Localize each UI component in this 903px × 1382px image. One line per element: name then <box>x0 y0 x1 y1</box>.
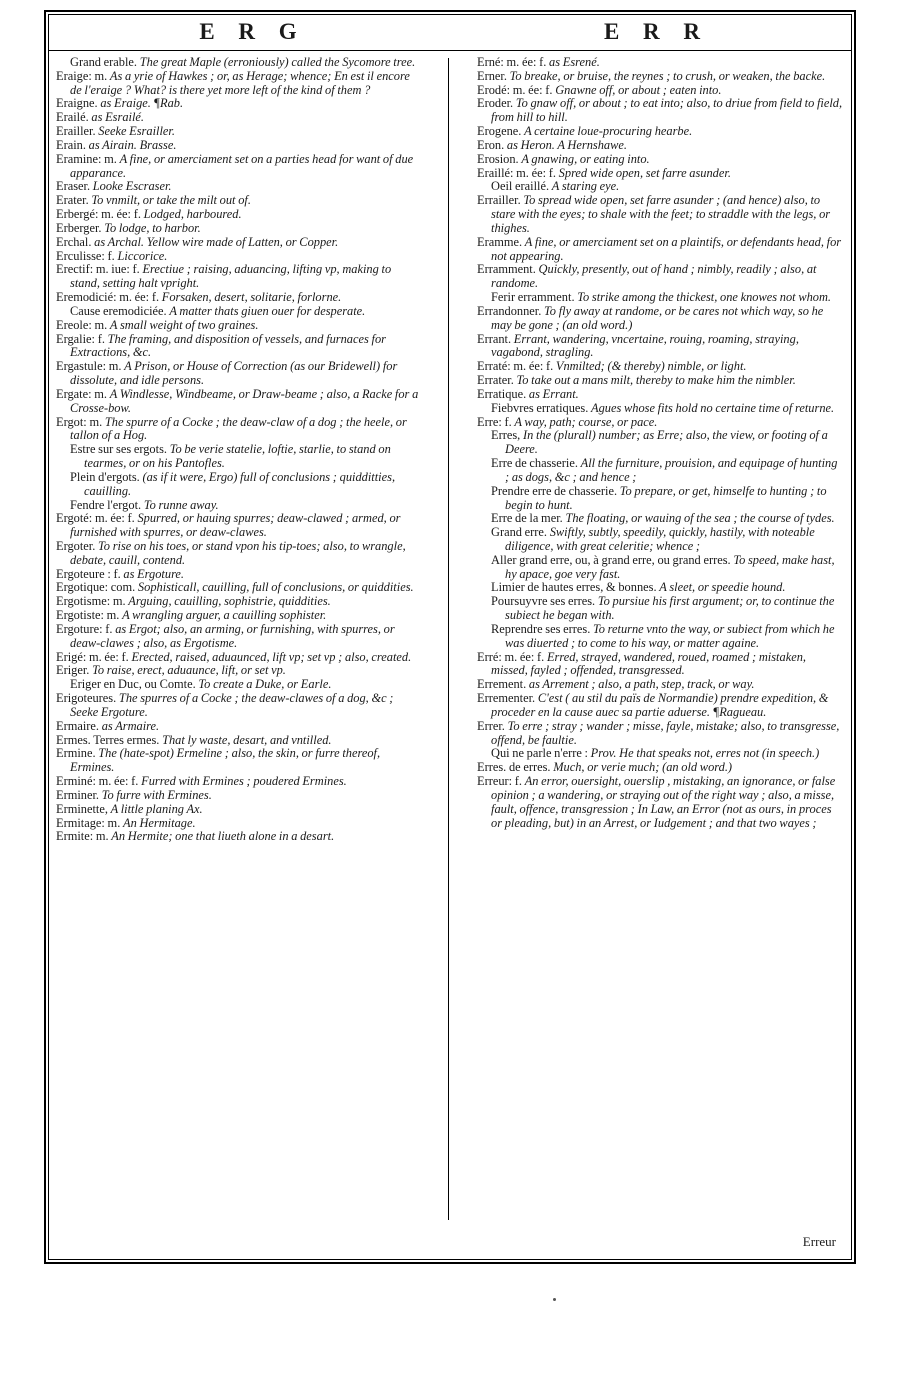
dictionary-entry <box>56 803 423 817</box>
entry-definition: (as if it were, Ergo) full of conclusions ; quidditties, cauilling. <box>84 469 396 498</box>
dictionary-entry <box>56 581 423 595</box>
entry-definition: Spurred, or hauing spurres; deaw-clawed ; armed, or furnished with spurres, or deaw-clawes. <box>70 511 401 540</box>
entry-headword: Erectif: m. iue: f. <box>56 262 140 277</box>
entry-definition: To take out a mans milt, thereby to make him the nimbler. <box>516 373 796 388</box>
entry-headword: Oeil eraillé. <box>491 179 550 194</box>
entry-headword: Ergotiste: m. <box>56 608 120 623</box>
dictionary-entry <box>477 457 844 485</box>
entry-headword: Eremodicié: m. ée: f. <box>56 290 160 305</box>
dictionary-entry <box>477 775 844 830</box>
entry-definition: as Archal. Yellow wire made of Latten, or Copper. <box>94 234 339 249</box>
dictionary-entry <box>56 291 423 305</box>
dictionary-entry <box>477 153 844 167</box>
entry-headword: Erraté: m. ée: f. <box>477 359 554 374</box>
dictionary-entry <box>56 678 423 692</box>
entry-definition: as Ergot; also, an arming, or furnishing, with spurres, or deaw-clawes ; also, as Ergotisme. <box>70 621 395 650</box>
entry-headword: Qui ne parle n'erre : <box>491 746 588 761</box>
dictionary-entry <box>477 581 844 595</box>
dictionary-entry <box>477 333 844 361</box>
entry-definition: Erred, strayed, wandered, roued, roamed ; mistaken, missed, fayled ; offended, transgressed. <box>491 649 806 678</box>
entry-headword: Erigoteures. <box>56 691 117 706</box>
entry-headword: Erminé: m. ée: f. <box>56 774 139 789</box>
dictionary-entry <box>56 651 423 665</box>
entry-definition: Looke Escraser. <box>92 179 172 194</box>
dictionary-entry <box>477 526 844 554</box>
entry-headword: Ergotique: com. <box>56 580 136 595</box>
entry-headword: Ergastule: m. <box>56 359 122 374</box>
entry-definition: as Arrement ; also, a path, step, track, or way. <box>528 677 755 692</box>
entry-definition: As a yrie of Hawkes ; or, as Herage; whence; En est il encore de l'eraige ? What? is there yet more left of the kind of them ? <box>70 68 410 97</box>
dictionary-entry <box>477 194 844 235</box>
entry-definition: as Eraige. ¶Rab. <box>100 96 184 111</box>
dictionary-entry <box>477 125 844 139</box>
dictionary-entry <box>56 595 423 609</box>
entry-definition: Errant, wandering, vncertaine, rouing, roaming, straying, vagabond, stragling. <box>491 331 799 360</box>
catchword: Erreur <box>802 1234 836 1249</box>
dictionary-entry <box>477 692 844 720</box>
entry-definition: The (hate-spot) Ermeline ; also, the skin, or furre thereof, Ermines. <box>70 746 381 775</box>
entry-headword: Errer. <box>477 718 505 733</box>
entry-headword: Erchal. <box>56 234 92 249</box>
entry-headword: Limier de hautes erres, & bonnes. <box>491 580 657 595</box>
dictionary-entry <box>477 374 844 388</box>
column-divider <box>448 58 449 1220</box>
entry-headword: Reprendre ses erres. <box>491 621 591 636</box>
dictionary-entry <box>477 651 844 679</box>
entry-definition: as Esrailé. <box>91 110 144 125</box>
dictionary-entry <box>477 720 844 748</box>
column-gutter <box>427 56 473 1256</box>
dictionary-entry <box>56 97 423 111</box>
entry-definition: The great Maple (erroniously) called the Sycomore tree. <box>139 55 416 69</box>
entry-headword: Eraige: m. <box>56 68 108 83</box>
entry-definition: Vnmilted; (& thereby) nimble, or light. <box>555 359 747 374</box>
entry-headword: Eramine: m. <box>56 151 117 166</box>
entry-headword: Errandonner. <box>477 303 542 318</box>
header-rule <box>48 50 852 51</box>
dictionary-entry <box>56 471 423 499</box>
entry-headword: Erain. <box>56 137 86 152</box>
entry-definition: A fine, or amerciament set on a plaintifs, or defendants head, for not appearing. <box>491 234 842 263</box>
entry-definition: A staring eye. <box>551 179 620 194</box>
dictionary-entry <box>477 236 844 264</box>
dictionary-entry <box>477 678 844 692</box>
entry-definition: Prov. He that speaks not, erres not (in speech.) <box>590 746 820 761</box>
entry-definition: Erected, raised, aduaunced, lift vp; set vp ; also, created. <box>131 649 412 664</box>
entry-headword: Eroder. <box>477 96 514 111</box>
dictionary-entry <box>56 734 423 748</box>
dictionary-entry <box>477 70 844 84</box>
entry-headword: Erminer. <box>56 787 100 802</box>
entry-headword: Errement. <box>477 677 527 692</box>
column-left <box>52 56 427 1256</box>
entry-headword: Ferir erramment. <box>491 290 575 305</box>
dictionary-entry <box>56 305 423 319</box>
dictionary-entry <box>56 664 423 678</box>
entry-headword: Ermine. <box>56 746 96 761</box>
entry-headword: Eron. <box>477 137 505 152</box>
entry-definition: To fly away at randome, or be cares not which way, so he may be gone ; (an old word.) <box>491 303 824 332</box>
dictionary-entry <box>477 747 844 761</box>
entry-headword: Erreur: f. <box>477 774 523 789</box>
dictionary-entry <box>56 623 423 651</box>
entry-definition: as Airain. Brasse. <box>88 137 177 152</box>
entry-definition: The floating, or wauing of the sea ; the course of tydes. <box>565 511 835 526</box>
entry-headword: Eraser. <box>56 179 91 194</box>
entry-headword: Erres, <box>491 428 521 443</box>
entry-headword: Erner. <box>477 68 507 83</box>
dictionary-entry <box>56 319 423 333</box>
entry-definition: A little planing Ax. <box>110 801 203 816</box>
entry-definition: Forsaken, desert, solitarie, forlorne. <box>161 290 342 305</box>
entry-definition: as Heron. A Hernshawe. <box>506 137 627 152</box>
dictionary-entry <box>477 263 844 291</box>
entry-headword: Errater. <box>477 373 514 388</box>
entry-headword: Erre de la mer. <box>491 511 563 526</box>
entry-definition: Gnawne off, or about ; eaten into. <box>555 82 722 97</box>
dictionary-entry <box>56 180 423 194</box>
dictionary-entry <box>477 360 844 374</box>
text-columns <box>52 56 850 1256</box>
dictionary-entry <box>477 84 844 98</box>
entry-definition: To runne away. <box>143 497 219 512</box>
entry-headword: Ermaire. <box>56 718 99 733</box>
entry-headword: Erculisse: f. <box>56 248 115 263</box>
entry-headword: Erres. de erres. <box>477 760 551 775</box>
dictionary-entry <box>477 595 844 623</box>
dictionary-entry <box>56 236 423 250</box>
entry-definition: To breake, or bruise, the reynes ; to crush, or weaken, the backe. <box>509 68 826 83</box>
dictionary-entry <box>56 830 423 844</box>
entry-definition: A certaine loue-procuring hearbe. <box>524 124 693 139</box>
entry-definition: To returne vnto the way, or subiect from which he was diuerted ; to come to his way, or matter againe. <box>505 621 835 650</box>
entry-definition: To erre ; stray ; wander ; misse, fayle, mistake; also, to transgresse, offend, be faultie. <box>491 718 840 747</box>
entry-headword: Prendre erre de chasserie. <box>491 483 618 498</box>
dictionary-entry <box>56 720 423 734</box>
dictionary-entry <box>477 761 844 775</box>
dictionary-entry <box>477 402 844 416</box>
entry-definition: as Errant. <box>528 386 579 401</box>
entry-headword: Erratique. <box>477 386 527 401</box>
entry-headword: Grand erre. <box>491 525 548 540</box>
dictionary-entry <box>477 429 844 457</box>
dictionary-entry <box>56 692 423 720</box>
entry-headword: Fiebvres erratiques. <box>491 400 589 415</box>
entry-headword: Eriger. <box>56 663 90 678</box>
entry-definition: An Hermitage. <box>123 815 196 830</box>
entry-definition: An Hermite; one that liueth alone in a desart. <box>111 829 335 844</box>
entry-definition: A wrangling arguer, a cauilling sophister. <box>122 608 327 623</box>
entry-headword: Ermite: m. <box>56 829 109 844</box>
entry-definition: To create a Duke, or Earle. <box>198 677 332 692</box>
entry-headword: Erbergé: m. ée: f. <box>56 207 141 222</box>
dictionary-entry <box>477 291 844 305</box>
dictionary-entry <box>56 125 423 139</box>
entry-definition: That ly waste, desart, and vntilled. <box>162 732 332 747</box>
entry-definition: Spred wide open, set farre asunder. <box>558 165 731 180</box>
entry-definition: Sophisticall, cauilling, full of conclusions, or quiddities. <box>137 580 414 595</box>
dictionary-entry <box>56 512 423 540</box>
entry-definition: An error, ouersight, ouerslip , mistaking, an ignorance, or false opinion ; a wandering, or straying out of the right way ; also, a misse, fault, offence, transgression ; In Law, an Error (not as ours, in proces or pleading, but) in an Arrest, or Iudgement ; and that two wayes ; <box>491 774 836 830</box>
entry-definition: To pursiue his first argument; or, to continue the subiect he began with. <box>505 594 835 623</box>
entry-headword: Errailler. <box>477 193 521 208</box>
entry-headword: Erberger. <box>56 220 102 235</box>
dictionary-entry <box>477 485 844 513</box>
entry-definition: The framing, and disposition of vessels, and furnaces for Extractions, &c. <box>70 331 386 360</box>
entry-headword: Ergotisme: m. <box>56 594 126 609</box>
column-right <box>473 56 848 1256</box>
dictionary-entry <box>56 568 423 582</box>
entry-headword: Eraigne. <box>56 96 98 111</box>
entry-headword: Erminette, <box>56 801 108 816</box>
dictionary-entry <box>56 540 423 568</box>
entry-definition: To vnmilt, or take the milt out of. <box>91 193 251 208</box>
dictionary-entry <box>477 623 844 651</box>
entry-definition: A way, path; course, or pace. <box>514 414 658 429</box>
entry-headword: Erailé. <box>56 110 89 125</box>
entry-headword: Plein d'ergots. <box>70 469 140 484</box>
entry-headword: Fendre l'ergot. <box>70 497 142 512</box>
entry-headword: Ereole: m. <box>56 317 108 332</box>
entry-headword: Erodé: m. ée: f. <box>477 82 553 97</box>
entry-headword: Ermitage: m. <box>56 815 121 830</box>
running-head <box>46 14 854 50</box>
entry-definition: as Esrené. <box>549 55 600 69</box>
entry-headword: Ergoteure : f. <box>56 566 121 581</box>
dictionary-entry <box>477 305 844 333</box>
entry-headword: Ergoter. <box>56 538 96 553</box>
entry-definition: A Prison, or House of Correction (as our Bridewell) for dissolute, and idle persons. <box>70 359 398 388</box>
entry-headword: Estre sur ses ergots. <box>70 442 167 457</box>
entry-headword: Erosion. <box>477 151 519 166</box>
dictionary-entry <box>56 775 423 789</box>
dictionary-entry <box>56 499 423 513</box>
entry-definition: Erectiue ; raising, aduancing, lifting vp, making to stand, setting halt vpright. <box>70 262 392 291</box>
entry-definition: A gnawing, or eating into. <box>521 151 650 166</box>
entry-definition: Seeke Esrailler. <box>98 124 175 139</box>
entry-headword: Erigé: m. ée: f. <box>56 649 129 664</box>
entry-headword: Eramme. <box>477 234 523 249</box>
dictionary-entry <box>477 416 844 430</box>
dictionary-entry <box>477 554 844 582</box>
dictionary-entry <box>56 333 423 361</box>
entry-headword: Erné: m. ée: f. <box>477 55 547 69</box>
entry-definition: To lodge, to harbor. <box>104 220 201 235</box>
entry-definition: Swiftly, subtly, speedily, quickly, hastily, with noteable diligence, with great celeritie; whence ; <box>505 525 815 553</box>
entry-definition: A fine, or amerciament set on a parties head for want of due apparance. <box>70 151 414 180</box>
entry-headword: Poursuyvre ses erres. <box>491 594 596 609</box>
dictionary-entry <box>56 789 423 803</box>
entry-headword: Erailler. <box>56 124 96 139</box>
dictionary-entry <box>56 360 423 388</box>
dictionary-entry <box>56 222 423 236</box>
entry-definition: A small weight of two graines. <box>109 317 259 332</box>
dictionary-entry <box>56 443 423 471</box>
dictionary-entry <box>477 388 844 402</box>
dictionary-entry <box>477 180 844 194</box>
entry-definition: Furred with Ermines ; poudered Ermines. <box>141 774 347 789</box>
dictionary-entry <box>56 194 423 208</box>
page-speck <box>553 1298 556 1301</box>
entry-definition: A sleet, or speedie hound. <box>659 580 786 595</box>
entry-definition: The spurres of a Cocke ; the deaw-clawes of a dog, &c ; Seeke Ergoture. <box>70 691 394 719</box>
entry-definition: A matter thats giuen ouer for desperate. <box>169 303 366 318</box>
dictionary-entry <box>56 609 423 623</box>
entry-definition: Agues whose fits hold no certaine time of returne. <box>591 400 835 415</box>
entry-definition: Arguing, cauilling, sophistrie, quiddities. <box>128 594 331 609</box>
entry-definition: To rise on his toes, or stand vpon his tip-toes; also, to wrangle, debate, cauill, contend. <box>70 538 406 567</box>
entry-headword: Eraillé: m. ée: f. <box>477 165 556 180</box>
entry-definition: C'est ( au stil du païs de Normandie) prendre expedition, & proceder en la cause auec sa partie aduerse. ¶Ragueau. <box>491 691 829 719</box>
entry-headword: Erogene. <box>477 124 522 139</box>
entry-definition: as Armaire. <box>101 718 160 733</box>
entry-definition: To strike among the thickest, one knowes not whom. <box>577 290 832 305</box>
entry-definition: In the (plurall) number; as Erre; also, the view, or footing of a Deere. <box>505 428 828 457</box>
entry-headword: Ergot: m. <box>56 414 103 429</box>
entry-headword: Erre de chasserie. <box>491 456 578 471</box>
entry-definition: To gnaw off, or about ; to eat into; also, to driue from field to field, from hill to hill. <box>491 96 843 125</box>
entry-definition: To prepare, or get, himselfe to hunting ; to begin to hunt. <box>505 483 827 512</box>
entry-definition: A Windlesse, Windbeame, or Draw-beame ; also, a Racke for a Crosse-bow. <box>70 386 419 415</box>
dictionary-entry <box>477 512 844 526</box>
entry-headword: Errementer. <box>477 691 536 706</box>
entry-headword: Cause eremodiciée. <box>70 303 167 318</box>
entry-headword: Erramment. <box>477 262 536 277</box>
entry-definition: To speed, make hast, hy apace, goe very fast. <box>505 552 835 581</box>
entry-headword: Eriger en Duc, ou Comte. <box>70 677 196 692</box>
entry-headword: Erre: f. <box>477 414 512 429</box>
entry-headword: Ergoture: f. <box>56 621 113 636</box>
dictionary-entry <box>477 97 844 125</box>
dictionary-entry <box>477 167 844 181</box>
dictionary-entry <box>56 817 423 831</box>
dictionary-entry <box>56 111 423 125</box>
entry-headword: Ermes. Terres ermes. <box>56 732 160 747</box>
entry-definition: All the furniture, prouision, and equipage of hunting ; as dogs, &c ; and hence ; <box>505 456 838 484</box>
dictionary-entry <box>56 747 423 775</box>
entry-headword: Ergate: m. <box>56 386 107 401</box>
entry-definition: To raise, erect, aduaunce, lift, or set vp. <box>92 663 286 678</box>
dictionary-entry <box>56 388 423 416</box>
entry-definition: The spurre of a Cocke ; the deaw-claw of a dog ; the heele, or tallon of a Hog. <box>70 414 407 443</box>
entry-definition: To spread wide open, set farre asunder ; (and hence) also, to stare with the eyes; to shale with the feet; to straddle with the legs, or thighes. <box>491 193 831 235</box>
dictionary-entry <box>56 416 423 444</box>
dictionary-entry <box>56 153 423 181</box>
entry-headword: Errant. <box>477 331 512 346</box>
dictionary-entry <box>56 263 423 291</box>
entry-definition: To furre with Ermines. <box>101 787 212 802</box>
entry-headword: Grand erable. <box>70 55 138 69</box>
entry-definition: Much, or verie much; (an old word.) <box>553 760 733 775</box>
dictionary-entry <box>56 139 423 153</box>
running-head-left: E R G <box>199 19 306 44</box>
entry-definition: as Ergoture. <box>123 566 185 581</box>
entry-definition: Quickly, presently, out of hand ; nimbly, readily ; also, at randome. <box>491 262 817 291</box>
entry-headword: Erater. <box>56 193 89 208</box>
entry-headword: Ergalie: f. <box>56 331 105 346</box>
entry-headword: Ergoté: m. ée: f. <box>56 511 135 526</box>
entry-definition: Liccorice. <box>117 248 168 263</box>
dictionary-entry <box>477 139 844 153</box>
entry-definition: To be verie statelie, loftie, starlie, to stand on tearmes, or on his Pantofles. <box>84 442 391 471</box>
running-head-right: E R R <box>603 19 710 44</box>
entry-headword: Aller grand erre, ou, à grand erre, ou grand erres. <box>491 552 731 567</box>
dictionary-entry <box>56 70 423 98</box>
dictionary-entry <box>56 208 423 222</box>
entry-headword: Erré: m. ée: f. <box>477 649 545 664</box>
dictionary-entry <box>56 250 423 264</box>
dictionary-entry <box>477 56 844 70</box>
dictionary-entry <box>56 56 423 70</box>
entry-definition: Lodged, harboured. <box>143 207 242 222</box>
